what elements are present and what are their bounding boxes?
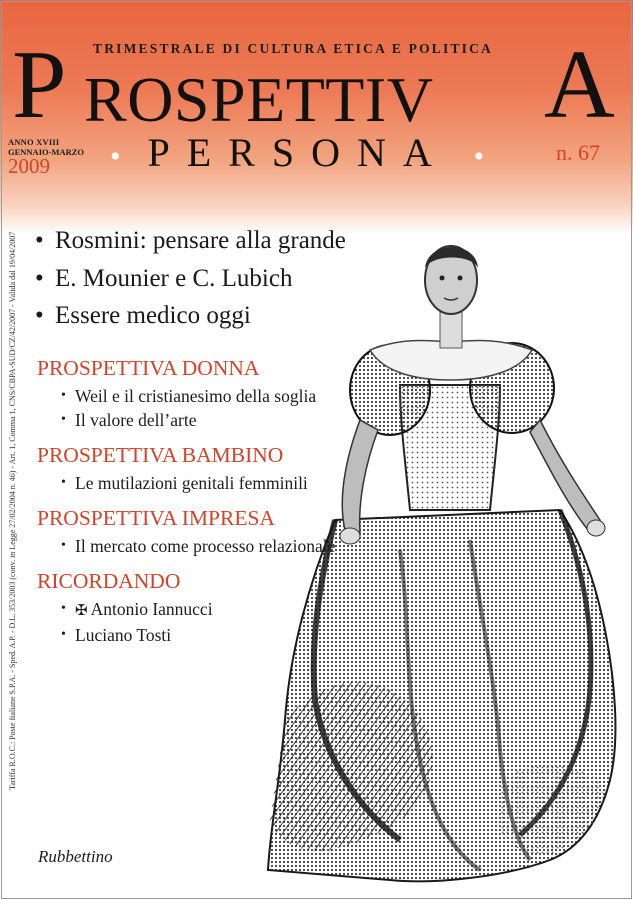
bullet-dot-icon: • [110, 139, 121, 173]
section-title: PROSPETTIVA DONNA [37, 356, 260, 380]
section-item: • Weil e il cristianesimo della soglia [61, 384, 367, 408]
section-donna [37, 355, 367, 432]
section-ricordando [37, 568, 367, 647]
cross-icon: ✠ [75, 603, 88, 619]
statue-neck [440, 310, 462, 348]
subtitle-persona [110, 130, 485, 175]
title-letters-middle: ROSPETTIV [84, 64, 434, 135]
section-item: • ✠ Antonio Iannucci [61, 597, 367, 623]
postal-notice: Tariffa R.O.C.: Poste Italiane S.P.A. - Sped. A.P. - D.L. 353/2003 (conv. in Legge 27/02/2004 n. 46) - Art. 1, Comma 1, CNS/CBPA-SUD/CZ/42/2007 - Valida dal 19/04/2007 [8, 231, 17, 790]
highlight-item: • Essere medico oggi [35, 297, 346, 335]
publisher-name: Rubbettino [38, 847, 113, 866]
section-bambino [37, 442, 367, 495]
section-impresa [37, 505, 367, 558]
issue-date-block [8, 138, 84, 177]
section-item: • Il mercato come processo relazionale [61, 534, 367, 558]
section-item: • Il valore dell’arte [61, 408, 367, 432]
section-item: • Le mutilazioni genitali femminili [61, 471, 367, 495]
section-title: RICORDANDO [37, 569, 181, 593]
section-item: • Luciano Tosti [61, 623, 367, 647]
highlight-item: • E. Mounier e C. Lubich [35, 260, 346, 298]
sections [37, 355, 367, 657]
highlights-list [35, 222, 346, 335]
bullet-icon: • [35, 302, 44, 329]
bullet-icon: • [35, 227, 44, 254]
magazine-title [12, 28, 622, 138]
section-title: PROSPETTIVA BAMBINO [37, 443, 284, 467]
title-letter-last: A [544, 31, 615, 139]
issue-number: n. 67 [556, 140, 600, 165]
section-title: PROSPETTIVA IMPRESA [37, 506, 275, 530]
bullet-dot-icon: • [473, 139, 485, 173]
bullet-icon: • [35, 264, 44, 292]
tagline: TRIMESTRALE DI CULTURA ETICA E POLITICA [93, 41, 494, 56]
subtitle-text: PERSONA [147, 130, 447, 175]
highlight-item: • Rosmini: pensare alla grande [35, 222, 346, 260]
issue-year: 2009 [8, 154, 50, 178]
issue-months: GENNAIO-MARZO [8, 146, 85, 157]
issue-anno: ANNO XVIII [8, 137, 60, 147]
title-letter-first: P [12, 31, 67, 139]
